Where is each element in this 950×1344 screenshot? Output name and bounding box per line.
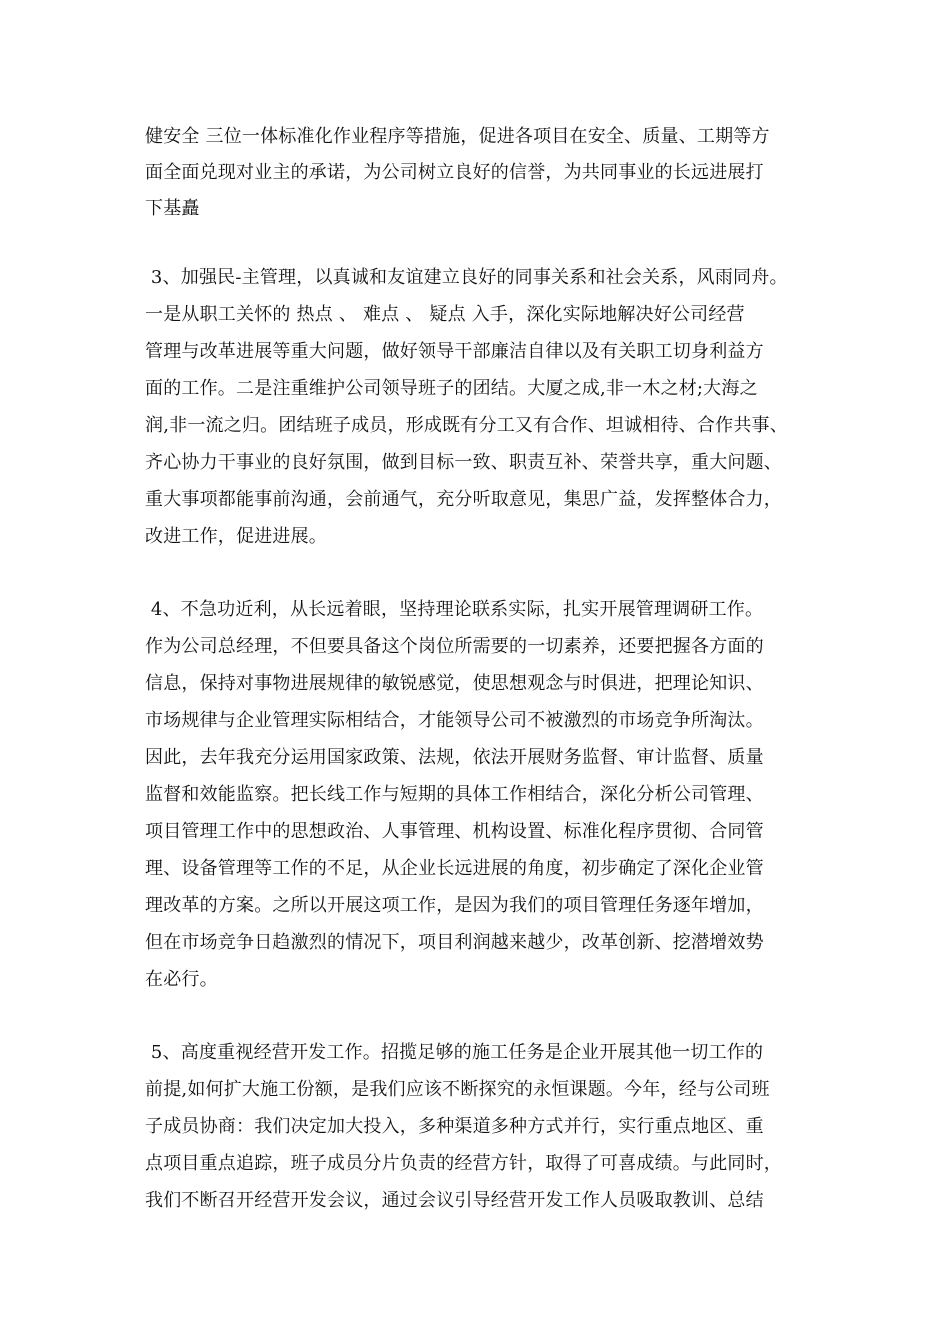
text-line: 项目管理工作中的思想政治、人事管理、机构设置、标准化程序贯彻、合同管 [145,821,764,842]
text-line: 下基矗 [145,198,200,219]
text-line: 作为公司总经理，不但要具备这个岗位所需要的一切素养，还要把握各方面的 [145,636,764,657]
text-line: 改进工作，促进进展。 [145,526,327,547]
text-line: 市场规律与企业管理实际相结合，才能领导公司不被激烈的市场竞争所淘汰。 [145,710,764,731]
text-line: 面的工作。二是注重维护公司领导班子的团结。大厦之成,非一木之材;大海之 [145,378,758,399]
text-line: 5、高度重视经营开发工作。招揽足够的施工任务是企业开展其他一切工作的 [145,1042,764,1063]
text-line: 理改革的方案。之所以开展这项工作，是因为我们的项目管理任务逐年增加， [145,895,764,916]
text-line: 3、加强民-主管理，以真诚和友谊建立良好的同事关系和社会关系，风雨同舟。 [145,267,788,288]
text-line: 重大事项都能事前沟通，会前通气，充分听取意见，集思广益，发挥整体合力， [145,489,782,510]
text-line: 在必行。 [145,969,218,990]
text-line: 理、设备管理等工作的不足，从企业长远进展的角度，初步确定了深化企业管 [145,858,764,879]
text-line: 信息，保持对事物进展规律的敏锐感觉，使思想观念与时俱进，把理论知识、 [145,673,764,694]
text-line: 前提,如何扩大施工份额，是我们应该不断探究的永恒课题。今年，经与公司班 [145,1079,770,1100]
text-line: 面全面兑现对业主的承诺，为公司树立良好的信誉，为共同事业的长远进展打 [145,162,764,183]
text-line: 监督和效能监察。把长线工作与短期的具体工作相结合，深化分析公司管理、 [145,784,764,805]
text-line: 齐心协力干事业的良好氛围，做到目标一致、职责互补、荣誉共享，重大问题、 [145,452,782,473]
text-line: 因此，去年我充分运用国家政策、法规，依法开展财务监督、审计监督、质量 [145,747,764,768]
text-line: 点项目重点追踪，班子成员分片负责的经营方针，取得了可喜成绩。与此同时， [145,1153,782,1174]
text-line: 但在市场竞争日趋激烈的情况下，项目利润越来越少，改革创新、挖潜增效势 [145,932,764,953]
text-line: 润,非一流之归。团结班子成员，形成既有分工又有合作、坦诚相待、合作共事、 [145,415,788,436]
text-line: 健安全 三位一体标准化作业程序等措施，促进各项目在安全、质量、工期等方 [145,126,770,147]
text-line: 我们不断召开经营开发会议，通过会议引导经营开发工作人员吸取教训、总结 [145,1190,764,1211]
text-line: 子成员协商：我们决定加大投入，多种渠道多种方式并行，实行重点地区、重 [145,1116,764,1137]
text-line: 管理与改革进展等重大问题，做好领导干部廉洁自律以及有关职工切身利益方 [145,341,764,362]
text-line: 一是从职工关怀的 热点 、 难点 、 疑点 入手，深化实际地解决好公司经营 [145,304,745,325]
text-line: 4、不急功近利，从长远着眼，坚持理论联系实际，扎实开展管理调研工作。 [145,599,764,620]
